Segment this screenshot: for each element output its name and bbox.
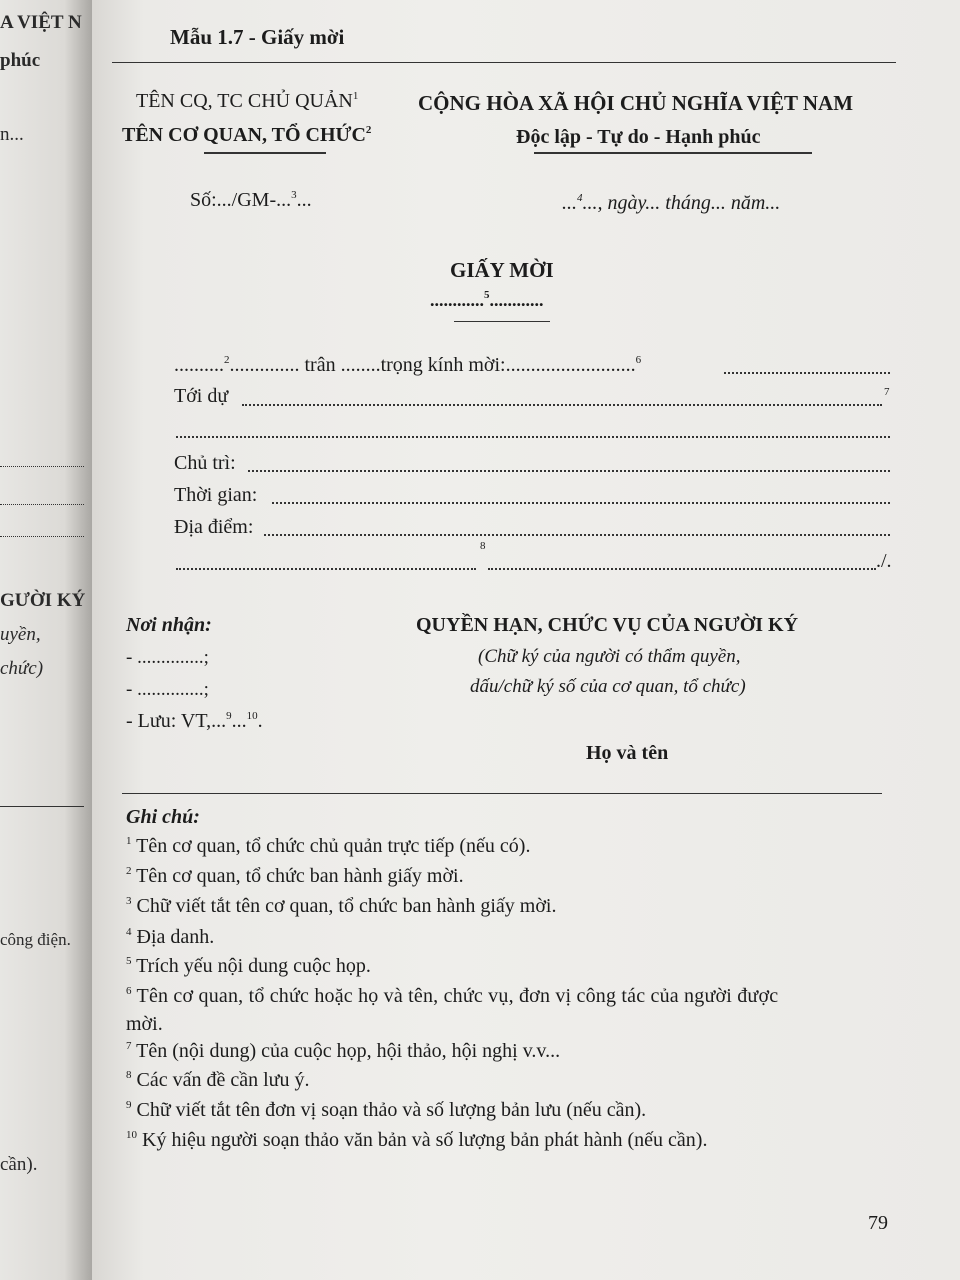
motto-underline [534, 152, 812, 154]
notes-fill-b [488, 568, 876, 570]
invitee-fill [724, 372, 890, 374]
attend-label: Tới dự [174, 385, 229, 407]
time-fill [272, 502, 890, 504]
header-rule [112, 62, 896, 63]
document-title: GIẤY MỜI [450, 258, 554, 282]
left-line: phúc [0, 50, 41, 71]
notes-end: ./. [876, 550, 892, 572]
chair-label: Chủ trì: [174, 452, 236, 474]
org-underline [204, 152, 326, 154]
left-line: công điện. [0, 930, 71, 949]
page-number: 79 [868, 1212, 888, 1234]
signer-title: QUYỀN HẠN, CHỨC VỤ CỦA NGƯỜI KÝ [416, 614, 799, 636]
left-line: uyền, [0, 624, 41, 645]
note-item: $^3$ Chữ viết tắt tên cơ quan, tổ chức ban hành giấy mời. [126, 895, 557, 917]
left-page-edge [0, 0, 92, 1280]
left-line: n... [0, 124, 24, 145]
note-item: $^9$ Chữ viết tắt tên đơn vị soạn thảo và số lượng bản lưu (nếu cần). [126, 1099, 647, 1121]
recipient-item: - ..............; [126, 647, 209, 668]
note-item: $^4$ Địa danh. [126, 926, 215, 948]
parent-org: TÊN CQ, TC CHỦ QUẢN$^1$ [136, 90, 359, 112]
signature-note: (Chữ ký của người có thẩm quyền, [478, 646, 741, 667]
note-item: $^8$ Các vấn đề cần lưu ý. [126, 1069, 310, 1091]
issuer-org: TÊN CƠ QUAN, TỔ CHỨC$^2$ [122, 124, 372, 146]
national-motto: Độc lập - Tự do - Hạnh phúc [516, 126, 761, 148]
chair-fill [248, 470, 890, 472]
document-number: Số:.../GM-...$^3$... [190, 189, 312, 211]
attend-fill [242, 404, 882, 406]
notes-label: Ghi chú: [126, 806, 200, 828]
left-dotted-rule [0, 504, 84, 505]
left-dotted-rule [0, 536, 84, 537]
left-line: cần). [0, 1154, 38, 1175]
note-item: $^5$ Trích yếu nội dung cuộc họp. [126, 955, 371, 977]
notes-fill-a [176, 568, 476, 570]
left-line: A VIỆT N [0, 12, 82, 33]
invitation-line: ..........$^2$.............. trân ........trọng kính mời:..........................$^6$ [174, 354, 642, 376]
note-item: $^2$ Tên cơ quan, tổ chức ban hành giấy mời. [126, 865, 464, 887]
title-underline [454, 321, 550, 322]
signature-note: dấu/chữ ký số của cơ quan, tổ chức) [470, 676, 746, 697]
document-page: Mẫu 1.7 - Giấy mời TÊN CQ, TC CHỦ QUẢN$^1$ TÊN CƠ QUAN, TỔ CHỨC$^2$ CỘNG HÒA XÃ HỘI CHỦ NGHĨA VIỆT NAM Độc lập - Tự do - Hạnh phúc Số:.../GM-...$^3$... ...$^4$..., ngày... tháng... năm... GIẤY MỜI ............$^5$............ ..........$^2$.............. trân ........trọng kính mời:..........................$^6$ Tới dự 7 Chủ trì: Thời gian: Địa điểm: 8 ./. Nơi nhận: - ..............; - ..............; - Lưu: VT,...$^9$...$^{10}$. QUYỀN HẠN, CHỨC VỤ CỦA NGƯỜI KÝ (Chữ ký của người có thẩm quyền, dấu/chữ ký số của cơ quan, tổ chức) Họ và tên Ghi chú: $^1$ Tên cơ quan, tổ chức chủ quản trực tiếp (nếu có). $^2$ Tên cơ quan, tổ chức ban hành giấy mời. $^3$ Chữ viết tắt tên cơ quan, tổ chức ban hành giấy mời. $^4$ Địa danh. $^5$ Trích yếu nội dung cuộc họp. $^6$ Tên cơ quan, tổ chức hoặc họ và tên, chức vụ, đơn vị công tác của người được mời. $^7$ Tên (nội dung) của cuộc họp, hội thảo, hội nghị v.v... $^8$ Các vấn đề cần lưu ý. $^9$ Chữ viết tắt tên đơn vị soạn thảo và số lượng bản lưu (nếu cần). $^{10}$ Ký hiệu người soạn thảo văn bản và số lượng bản phát hành (nếu cần). 79 [92, 0, 960, 1280]
note-item: $^1$ Tên cơ quan, tổ chức chủ quản trực tiếp (nếu có). [126, 835, 531, 857]
signer-name: Họ và tên [586, 742, 669, 764]
left-dotted-rule [0, 466, 84, 467]
place-label: Địa điểm: [174, 516, 254, 538]
note-item: mời. [126, 1013, 163, 1035]
document-summary: ............$^5$............ [430, 289, 544, 310]
archive-line: - Lưu: VT,...$^9$...$^{10}$. [126, 710, 263, 732]
left-line: GƯỜI KÝ [0, 590, 86, 611]
recipient-item: - ..............; [126, 679, 209, 700]
time-label: Thời gian: [174, 484, 258, 506]
attend-fill-2 [176, 436, 890, 438]
note-item: $^{10}$ Ký hiệu người soạn thảo văn bản và số lượng bản phát hành (nếu cần). [126, 1129, 708, 1151]
place-fill [264, 534, 890, 536]
note-item: $^7$ Tên (nội dung) của cuộc họp, hội thảo, hội nghị v.v... [126, 1040, 561, 1062]
place-date: ...$^4$..., ngày... tháng... năm... [562, 192, 781, 214]
recipients-label: Nơi nhận: [126, 614, 212, 636]
note-item: $^6$ Tên cơ quan, tổ chức hoặc họ và tên, chức vụ, đơn vị công tác của người được [126, 985, 779, 1007]
left-solid-rule [0, 806, 84, 807]
national-title: CỘNG HÒA XÃ HỘI CHỦ NGHĨA VIỆT NAM [418, 91, 854, 115]
left-line: chức) [0, 658, 44, 679]
notes-rule [122, 793, 882, 794]
form-label: Mẫu 1.7 - Giấy mời [170, 25, 345, 49]
